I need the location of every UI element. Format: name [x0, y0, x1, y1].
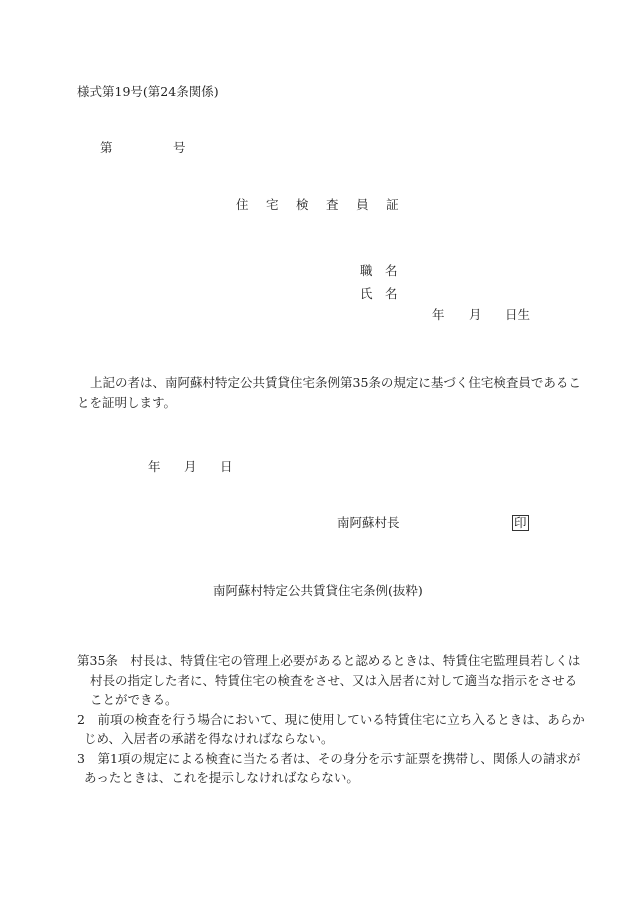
birth-month: 月 [469, 307, 482, 322]
title-char: 査 [326, 197, 339, 212]
number-suffix: 号 [173, 140, 186, 155]
issue-day: 日 [220, 459, 233, 474]
article-line: 2 前項の検査を行う場合において、現に使用している特賃住宅に立ち入るときは、あらか [77, 712, 585, 727]
title-char: 検 [296, 197, 309, 212]
certification-line: 上記の者は、南阿蘇村特定公共賃貸住宅条例第35条の規定に基づく住宅検査員であるこ [90, 375, 581, 390]
seal-mark [512, 515, 529, 531]
title-char: 証 [386, 197, 399, 212]
certification-line: とを証明します。 [77, 395, 177, 410]
article-line: 3 第1項の規定による検査に当たる者は、その身分を示す証票を携帯し、関係人の請求が [77, 751, 581, 766]
title-char: 員 [356, 197, 369, 212]
issue-year: 年 [148, 459, 161, 474]
name-label: 氏 名 [360, 286, 398, 301]
birth-year: 年 [432, 307, 445, 322]
page-title [236, 197, 399, 213]
article-line: ことができる。 [90, 692, 178, 707]
article-line: 第35条 村長は、特賃住宅の管理上必要があると認めるときは、特賃住宅監理員若しくは [77, 653, 581, 668]
number-prefix: 第 [100, 140, 113, 155]
form-label: 様式第19号(第24条関係) [77, 84, 219, 99]
article-line: じめ、入居者の承諾を得なければならない。 [84, 731, 334, 746]
seal-text: 印 [514, 515, 527, 530]
article-line: 村長の指定した者に、特賃住宅の検査をさせ、又は入居者に対して適当な指示をさせる [90, 673, 578, 688]
excerpt-title: 南阿蘇村特定公共賃貸住宅条例(抜粋) [213, 583, 423, 598]
position-label: 職 名 [360, 263, 398, 278]
birth-day: 日生 [505, 307, 531, 322]
title-char: 住 [236, 197, 249, 212]
title-char: 宅 [266, 197, 279, 212]
issuer: 南阿蘇村長 [337, 515, 400, 530]
article-line: あったときは、これを提示しなければならない。 [84, 770, 359, 785]
issue-month: 月 [184, 459, 197, 474]
